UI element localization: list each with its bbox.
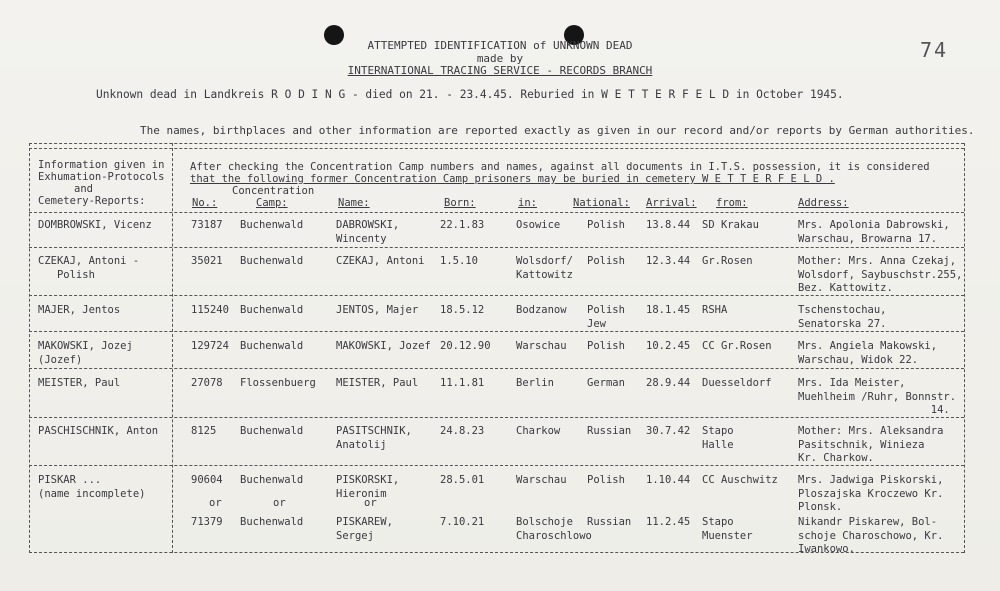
cell-nationality: Polish <box>587 255 625 267</box>
cell-arrival: 12.3.44 <box>646 255 691 267</box>
cell-address: Mrs. Apolonia Dabrowski, Warschau, Browarna 17. <box>798 219 950 245</box>
col-camp: Camp: <box>256 197 288 209</box>
table-top-border-2 <box>29 148 964 149</box>
cell-nationality: Polish <box>587 340 625 352</box>
cell-nationality: Polish <box>587 474 625 486</box>
cell-born: 1.5.10 <box>440 255 478 267</box>
cell-left-info: MAJER, Jentos <box>38 304 121 316</box>
cell-left-info: MAKOWSKI, Jozej (Jozef) <box>38 340 133 366</box>
cell-birthplace: Wolsdorf/ Kattowitz <box>516 255 573 281</box>
cell-number: 73187 <box>191 219 223 231</box>
table-right-border <box>964 143 965 553</box>
cell-arrival: 11.2.45 <box>646 516 691 528</box>
cell-birthplace: Charkow <box>516 425 561 437</box>
cell-arrival: 10.2.45 <box>646 340 691 352</box>
col-name: Name: <box>338 197 370 209</box>
cell-born: 18.5.12 <box>440 304 485 316</box>
row-separator <box>29 295 964 296</box>
cell-birthplace: Berlin <box>516 377 554 389</box>
left-header-line4: Cemetery-Reports: <box>38 195 146 207</box>
cell-born: 20.12.90 <box>440 340 491 352</box>
cell-address: Tschenstochau, Senatorska 27. <box>798 304 887 330</box>
cell-arrival: 30.7.42 <box>646 425 691 437</box>
col-address: Address: <box>798 197 849 209</box>
cell-left-info: PISKAR ... (name incomplete) <box>38 474 146 500</box>
cell-born: 22.1.83 <box>440 219 485 231</box>
cell-birthplace: Bolschoje Charoschlowo <box>516 516 592 542</box>
left-header-line2: Exhumation-Protocols <box>38 171 165 183</box>
cell-address: Mrs. Jadwiga Piskorski, Ploszajska Kroczewo Kr. Plonsk. <box>798 474 944 513</box>
cell-nationality: German <box>587 377 625 389</box>
doc-title-line2: made by <box>476 52 524 65</box>
cell-name: PISKORSKI, Hieronim <box>336 474 400 500</box>
cell-birthplace: Warschau <box>516 474 567 486</box>
cell-name: MAKOWSKI, Jozef <box>336 340 431 352</box>
cell-arrival: 1.10.44 <box>646 474 691 486</box>
cell-birthplace: Osowice <box>516 219 561 231</box>
cell-camp: Buchenwald <box>240 516 304 528</box>
cell-camp: Buchenwald <box>240 425 304 437</box>
cell-number: 71379 <box>191 516 223 528</box>
cell-address: Mother: Mrs. Aleksandra Pasitschnik, Winieza Kr. Charkow. <box>798 425 944 464</box>
left-header-line3: and <box>74 183 93 195</box>
cell-name: or <box>364 497 377 509</box>
cell-number: 129724 <box>191 340 229 352</box>
cell-address: Mrs. Angiela Makowski, Warschau, Widok 22. <box>798 340 938 366</box>
cell-born: 28.5.01 <box>440 474 485 486</box>
cell-nationality: Polish <box>587 219 625 231</box>
cell-born: 11.1.81 <box>440 377 485 389</box>
col-national: National: <box>573 197 630 209</box>
cell-camp: or <box>273 497 286 509</box>
cell-number: 115240 <box>191 304 229 316</box>
cell-nationality: Polish Jew <box>587 304 625 330</box>
cell-arrival: 28.9.44 <box>646 377 691 389</box>
cell-from: SD Krakau <box>702 219 759 231</box>
cell-from: Duesseldorf <box>702 377 772 389</box>
cell-number: 8125 <box>191 425 217 437</box>
cell-number: 90604 <box>191 474 223 486</box>
row-separator <box>29 331 964 332</box>
col-camp-top: Concentration <box>232 185 315 197</box>
cell-nationality: Russian <box>587 425 632 437</box>
cell-number: 27078 <box>191 377 223 389</box>
cell-from: CC Auschwitz <box>702 474 778 486</box>
cell-number: or <box>209 497 222 509</box>
cell-birthplace: Warschau <box>516 340 567 352</box>
row-separator <box>29 247 964 248</box>
note-line: The names, birthplaces and other information are reported exactly as given in our record and/or reports by German authorities. <box>140 124 975 137</box>
cell-camp: Buchenwald <box>240 340 304 352</box>
header-bottom-border <box>29 212 964 213</box>
intro-line1: After checking the Concentration Camp numbers and names, against all documents in I.T.S. possession, it is considered <box>190 161 930 173</box>
cell-camp: Buchenwald <box>240 255 304 267</box>
cell-name: JENTOS, Majer <box>336 304 419 316</box>
cell-from: Gr.Rosen <box>702 255 753 267</box>
left-header-line1: Information given in <box>38 159 165 171</box>
col-in: in: <box>518 197 537 209</box>
cell-name: CZEKAJ, Antoni <box>336 255 425 267</box>
table-left-border <box>29 143 30 553</box>
intro-line2: that the following former Concentration Camp prisoners may be buried in cemetery W E T T E R F E L D . <box>190 173 835 185</box>
cell-camp: Buchenwald <box>240 304 304 316</box>
cell-birthplace: Bodzanow <box>516 304 567 316</box>
cell-from: CC Gr.Rosen <box>702 340 772 352</box>
cell-address: Mother: Mrs. Anna Czekaj, Wolsdorf, Saybuschstr.255, Bez. Kattowitz. <box>798 255 963 294</box>
cell-name: DABROWSKI, Wincenty <box>336 219 400 245</box>
row-separator <box>29 465 964 466</box>
summary-line: Unknown dead in Landkreis R O D I N G - died on 21. - 23.4.45. Reburied in W E T T E R F E L D in October 1945. <box>96 88 844 101</box>
col-arrival: Arrival: <box>646 197 697 209</box>
cell-address: Nikandr Piskarew, Bol- schoje Charoschowo, Kr. Iwankowo. <box>798 516 944 555</box>
doc-title-line3: INTERNATIONAL TRACING SERVICE - RECORDS BRANCH <box>347 64 653 77</box>
cell-arrival: 18.1.45 <box>646 304 691 316</box>
cell-left-info: MEISTER, Paul <box>38 377 121 389</box>
cell-born: 7.10.21 <box>440 516 485 528</box>
cell-from: Stapo Halle <box>702 425 734 451</box>
cell-from: RSHA <box>702 304 728 316</box>
cell-born: 24.8.23 <box>440 425 485 437</box>
cell-from: Stapo Muenster <box>702 516 753 542</box>
cell-name: PASITSCHNIK, Anatolij <box>336 425 412 451</box>
cell-name: PISKAREW, Sergej <box>336 516 393 542</box>
cell-camp: Buchenwald <box>240 219 304 231</box>
table-divider <box>172 143 173 553</box>
col-from: from: <box>716 197 748 209</box>
cell-camp: Buchenwald <box>240 474 304 486</box>
table-top-border <box>29 143 964 144</box>
cell-arrival: 13.8.44 <box>646 219 691 231</box>
page-number: 74 <box>920 38 949 62</box>
cell-camp: Flossenbuerg <box>240 377 316 389</box>
row-separator <box>29 417 964 418</box>
cell-nationality: Russian <box>587 516 632 528</box>
cell-left-info: PASCHISCHNIK, Anton <box>38 425 159 437</box>
cell-name: MEISTER, Paul <box>336 377 419 389</box>
cell-left-info: CZEKAJ, Antoni - Polish <box>38 255 140 281</box>
col-born: Born: <box>444 197 476 209</box>
cell-address: Mrs. Ida Meister, Muehlheim /Ruhr, Bonnstr. 14. <box>798 377 957 416</box>
cell-number: 35021 <box>191 255 223 267</box>
col-no: No.: <box>192 197 218 209</box>
cell-left-info: DOMBROWSKI, Vicenz <box>38 219 152 231</box>
row-separator <box>29 368 964 369</box>
doc-title-line1: ATTEMPTED IDENTIFICATION of UNKNOWN DEAD <box>367 39 633 52</box>
